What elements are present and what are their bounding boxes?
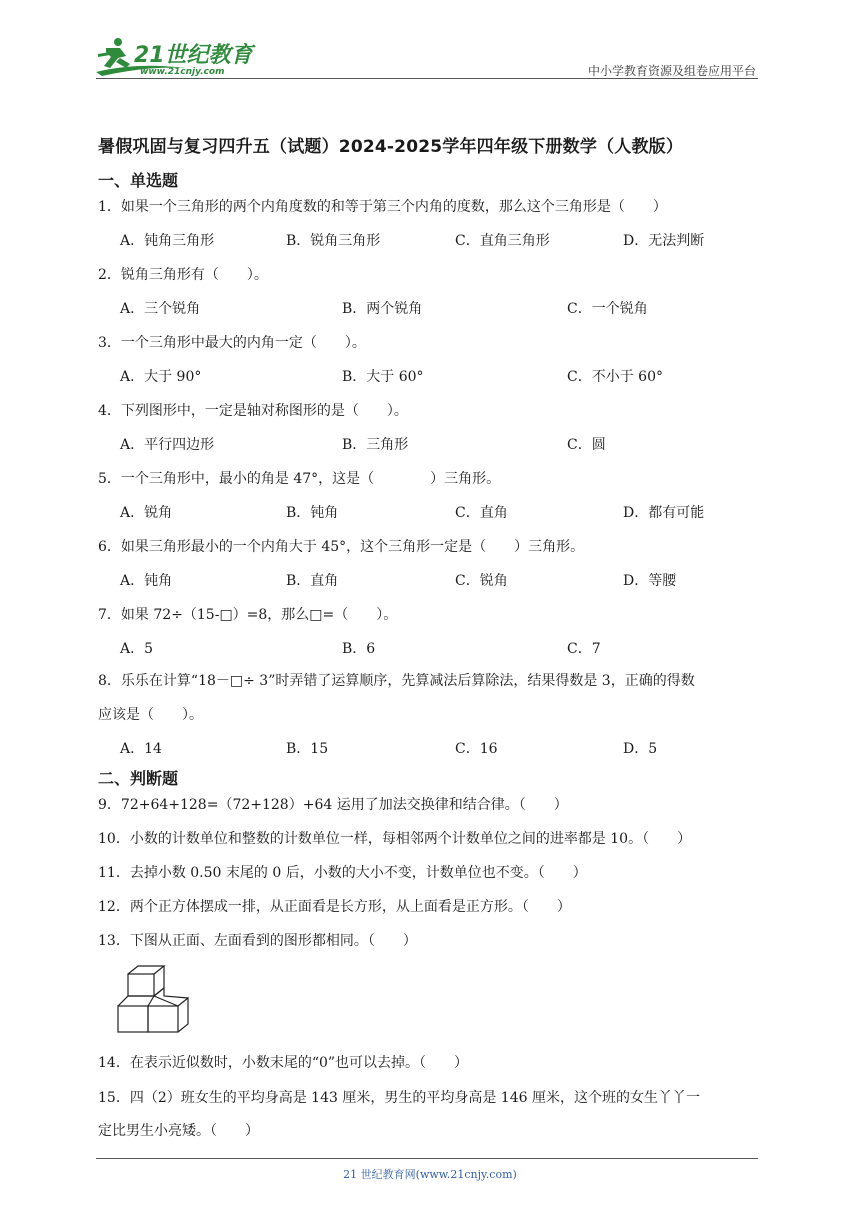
svg-text:21世纪教育: 21世纪教育 — [134, 43, 253, 68]
question-13: 13．下图从正面、左面看到的图形都相同。（ ） — [98, 933, 417, 949]
page-title: 暑假巩固与复习四升五（试题）2024-2025学年四年级下册数学（人教版） — [98, 137, 684, 157]
question-2: 2．锐角三角形有（ ）。 — [98, 267, 268, 283]
question-14: 14．在表示近似数时，小数末尾的“0”也可以去掉。（ ） — [98, 1055, 469, 1071]
q1-option-b: B．锐角三角形 — [286, 233, 381, 249]
q8-option-d: D．5 — [623, 741, 658, 757]
q4-option-a: A．平行四边形 — [120, 437, 215, 453]
q4-option-b: B．三角形 — [342, 437, 409, 453]
q2-option-b: B．两个锐角 — [342, 301, 423, 317]
question-4: 4．下列图形中，一定是轴对称图形的是（ ）。 — [98, 403, 408, 419]
question-7: 7．如果 72÷（15-□）=8，那么□=（ ）。 — [98, 607, 398, 623]
question-6: 6．如果三角形最小的一个内角大于 45°，这个三角形一定是（ ）三角形。 — [98, 539, 585, 555]
footer-source: 21 世纪教育网(www.21cnjy.com) — [343, 1168, 517, 1181]
q1-option-c: C．直角三角形 — [455, 233, 550, 249]
question-15-continued: 定比男生小亮矮。（ ） — [98, 1123, 259, 1139]
footer-divider — [96, 1158, 758, 1159]
question-12: 12．两个正方体摆成一排，从正面看是长方形，从上面看是正方形。（ ） — [98, 899, 571, 915]
q5-option-d: D．都有可能 — [623, 505, 705, 521]
question-3: 3．一个三角形中最大的内角一定（ ）。 — [98, 335, 366, 351]
q1-option-a: A．钝角三角形 — [120, 233, 215, 249]
question-10: 10．小数的计数单位和整数的计数单位一样，每相邻两个计数单位之间的进率都是 10。（ ） — [98, 831, 692, 847]
q2-option-a: A．三个锐角 — [120, 301, 201, 317]
q2-option-c: C．一个锐角 — [567, 301, 648, 317]
question-9: 9．72+64+128=（72+128）+64 运用了加法交换律和结合律。（ ） — [98, 797, 568, 813]
q6-option-d: D．等腰 — [623, 573, 677, 589]
cube-stack-figure — [112, 964, 194, 1038]
q6-option-a: A．钝角 — [120, 573, 173, 589]
question-11: 11．去掉小数 0.50 末尾的 0 后，小数的大小不变，计数单位也不变。（ ） — [98, 865, 587, 881]
platform-tagline: 中小学教育资源及组卷应用平台 — [587, 64, 756, 78]
q1-option-d: D．无法判断 — [623, 233, 705, 249]
question-8: 8．乐乐在计算“18－□÷ 3”时弄错了运算顺序，先算减法后算除法，结果得数是 3，正确的得数 — [98, 673, 695, 689]
q5-option-a: A．锐角 — [120, 505, 173, 521]
q8-option-b: B．15 — [286, 741, 329, 757]
q6-option-c: C．锐角 — [455, 573, 508, 589]
q4-option-c: C．圆 — [567, 437, 606, 453]
q3-option-a: A．大于 90° — [120, 369, 202, 385]
q3-option-b: B．大于 60° — [342, 369, 424, 385]
q8-option-c: C．16 — [455, 741, 498, 757]
header-divider — [96, 78, 758, 79]
question-15: 15．四（2）班女生的平均身高是 143 厘米，男生的平均身高是 146 厘米，这个班的女生丫丫一 — [98, 1090, 700, 1106]
page-header — [96, 34, 758, 80]
q7-option-a: A．5 — [120, 641, 154, 657]
q6-option-b: B．直角 — [286, 573, 339, 589]
svg-text:www.21cnjy.com: www.21cnjy.com — [140, 67, 225, 77]
q8-option-a: A．14 — [120, 741, 162, 757]
section-heading-single-choice: 一、单选题 — [98, 171, 179, 190]
question-1: 1．如果一个三角形的两个内角度数的和等于第三个内角的度数，那么这个三角形是（ ） — [98, 199, 667, 215]
section-heading-true-false: 二、判断题 — [98, 769, 179, 788]
brand-logo — [96, 34, 266, 80]
q5-option-b: B．钝角 — [286, 505, 339, 521]
question-5: 5．一个三角形中，最小的角是 47°，这是（ ）三角形。 — [98, 471, 501, 487]
q3-option-c: C．不小于 60° — [567, 369, 663, 385]
q7-option-c: C．7 — [567, 641, 601, 657]
q5-option-c: C．直角 — [455, 505, 508, 521]
question-8-continued: 应该是（ ）。 — [98, 707, 203, 723]
q7-option-b: B．6 — [342, 641, 376, 657]
